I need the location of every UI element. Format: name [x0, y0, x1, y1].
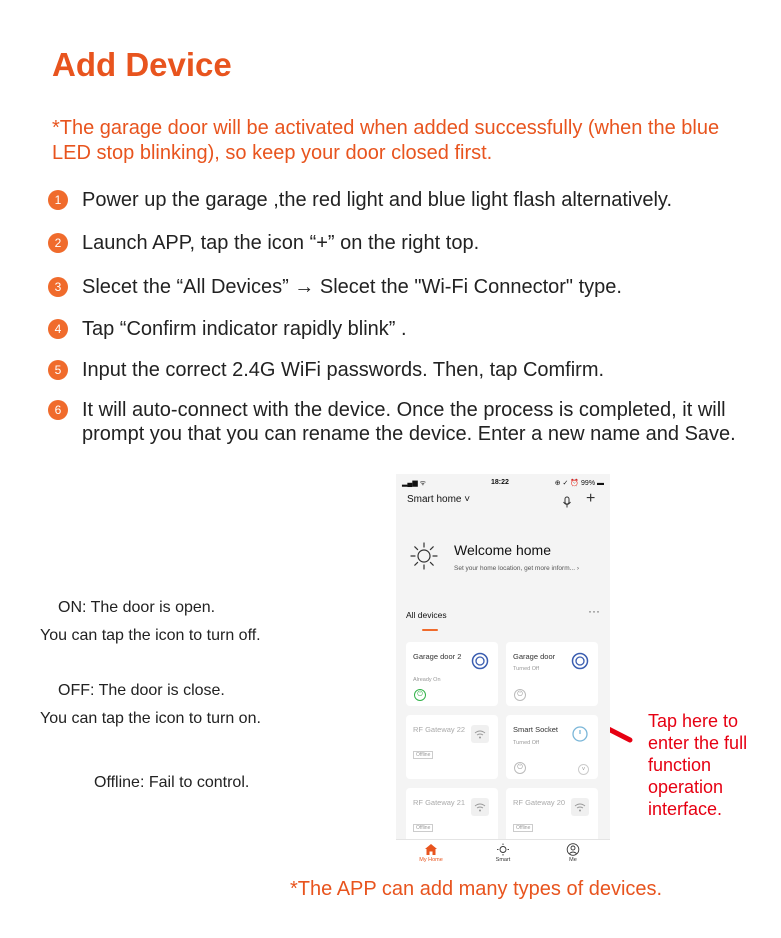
tab-label: Smart: [495, 857, 511, 863]
tap-here-note: Tap here to enter the full function operation interface.: [648, 711, 748, 819]
activation-note: *The garage door will be activated when added successfully (when the blue LED stop blinking), so keep your door closed first.: [52, 117, 720, 164]
device-name: RF Gateway 22: [413, 725, 466, 734]
step-4: [48, 317, 742, 341]
mic-icon[interactable]: [562, 496, 572, 508]
power-on-icon[interactable]: ⏻: [414, 689, 426, 701]
device-name: RF Gateway 20: [513, 798, 566, 807]
step-text: Tap “Confirm indicator rapidly blink” .: [82, 318, 407, 340]
offline-badge: Offline: [413, 751, 433, 759]
step-6: [48, 398, 742, 446]
device-state: Turned Off: [513, 740, 539, 746]
sun-icon: [496, 843, 510, 856]
step-text: It will auto-connect with the device. Once the process is completed, it will prompt you that you can rename the device. Enter a new name and Save.: [82, 399, 736, 445]
step-3: [48, 275, 742, 299]
wifi-icon: [471, 725, 489, 743]
device-card-garage-door-2[interactable]: [406, 642, 498, 706]
legend-on-title: ON: The door is open.: [58, 599, 216, 616]
power-off-icon[interactable]: ⏻: [514, 689, 526, 701]
device-state: Turned Off: [513, 666, 539, 672]
device-name: Smart Socket: [513, 725, 559, 734]
add-device-plus-icon[interactable]: +: [586, 490, 596, 507]
signal-icon: ▂▄▆ ᯤ: [402, 480, 427, 487]
garage-power-icon: [571, 652, 589, 670]
more-options-icon[interactable]: ···: [588, 604, 600, 618]
welcome-subtext[interactable]: Set your home location, get more inform... ›: [454, 565, 579, 572]
step-text: Launch APP, tap the icon “+” on the right top.: [82, 232, 480, 254]
status-bar: [396, 474, 610, 492]
home-icon: [424, 843, 438, 856]
socket-icon: [571, 725, 589, 743]
bottom-tab-bar: [396, 839, 610, 874]
step-text: Input the correct 2.4G WiFi passwords. Then, tap Comfirm.: [82, 359, 605, 381]
tab-label: Me: [569, 857, 577, 863]
wifi-icon: [471, 798, 489, 816]
active-tab-indicator: [422, 629, 438, 631]
tab-label: My Home: [419, 857, 443, 863]
sun-icon: [410, 542, 438, 570]
step-number-badge: 6: [48, 400, 68, 420]
device-name: RF Gateway 21: [413, 798, 466, 807]
garage-power-icon: [471, 652, 489, 670]
legend-off-desc: You can tap the icon to turn on.: [40, 710, 261, 727]
bottom-note: *The APP can add many types of devices.: [290, 878, 663, 900]
power-off-icon[interactable]: ⏻: [514, 762, 526, 774]
legend-off-title: OFF: The door is close.: [58, 682, 225, 699]
legend-offline: Offline: Fail to control.: [94, 774, 250, 791]
wifi-icon: [571, 798, 589, 816]
step-number-badge: 5: [48, 360, 68, 380]
step-1: [48, 188, 742, 212]
device-state: Already On: [413, 677, 441, 683]
step-2: [48, 231, 742, 255]
device-card-smart-socket[interactable]: [506, 715, 598, 779]
step-number-badge: 2: [48, 233, 68, 253]
tab-all-devices[interactable]: All devices: [406, 610, 447, 620]
step-number-badge: 3: [48, 277, 68, 297]
tab-my-home[interactable]: [411, 843, 451, 863]
device-card-rf-gateway-22[interactable]: [406, 715, 498, 779]
page-title: Add Device: [52, 46, 232, 83]
step-5: [48, 358, 742, 382]
battery-icon: ⊕ ✓ ⏰ 99% ▬: [554, 480, 604, 487]
status-time: 18:22: [491, 479, 509, 486]
person-icon: [566, 843, 580, 856]
step-number-badge: 4: [48, 319, 68, 339]
tab-smart[interactable]: [483, 843, 523, 863]
device-name: Garage door 2: [413, 652, 462, 661]
offline-badge: Offline: [413, 824, 433, 832]
step-text: Slecet the “All Devices” → Slecet the "Wi-Fi Connector" type.: [82, 276, 622, 298]
chevron-down-icon[interactable]: ˅: [578, 764, 589, 775]
tab-me[interactable]: [553, 843, 593, 863]
step-number-badge: 1: [48, 190, 68, 210]
step-text: Power up the garage ,the red light and blue light flash alternatively.: [82, 189, 672, 211]
app-screenshot: [396, 474, 610, 874]
device-card-garage-door[interactable]: [506, 642, 598, 706]
welcome-heading: Welcome home: [454, 542, 552, 558]
offline-badge: Offline: [513, 824, 533, 832]
home-selector[interactable]: Smart home ˅: [407, 494, 471, 505]
device-name: Garage door: [513, 652, 556, 661]
legend-on-desc: You can tap the icon to turn off.: [40, 627, 261, 644]
